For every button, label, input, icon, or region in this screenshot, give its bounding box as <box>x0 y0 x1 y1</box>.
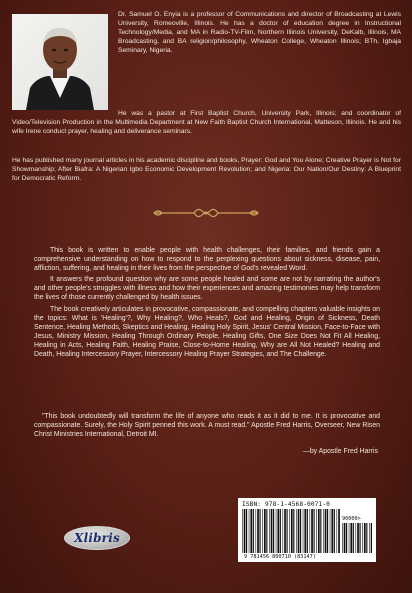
barcode-bar <box>323 509 324 553</box>
barcode-bar <box>307 509 308 553</box>
barcode-bar <box>296 509 297 553</box>
barcode-bar <box>246 509 247 553</box>
barcode-bar <box>262 509 263 553</box>
barcode-bar <box>350 523 352 553</box>
barcode-bar <box>344 523 346 553</box>
endorsement-quote: "This book undoubtedly will transform the life of anyone who reads it as it did to me. It is provocative and compassionate. Surely, the Holy Spirit penned this work. A must read." Apostle Fred Harris, Overseer, New Risen Christ Ministries International, Detroit MI. <box>34 413 380 439</box>
barcode-bar <box>242 509 243 553</box>
barcode-bar <box>300 509 301 553</box>
barcode-bar <box>289 509 290 553</box>
barcode-bar <box>330 509 331 553</box>
barcode-bar <box>253 509 254 553</box>
barcode-bar <box>349 523 350 553</box>
barcode-bar <box>271 509 273 553</box>
barcode-bar <box>331 509 333 553</box>
barcode-bar <box>283 509 284 553</box>
description-paragraph: It answers the profound question why are some people healed and some are not by narrating the author's and other people's struggles with illness and how their experiences and amazing testimonies may help transform the lives of those currently challenged by health issues. <box>34 276 380 302</box>
barcode-bar <box>249 509 250 553</box>
barcode-bar <box>357 523 359 553</box>
author-bio-pastor: He was a pastor at First Baptist Church, University Park, Illinois; and coordinator of Video/Television Production in the Multimedia Department at New Faith Baptist Church International, Matteson, Illinois. He and his wife Irene conduct prayer, healing and deliverance seminars. <box>12 110 401 135</box>
barcode-bar <box>244 509 246 553</box>
barcode-bar <box>284 509 286 553</box>
barcode-bar <box>314 509 315 553</box>
barcode-bar <box>356 523 357 553</box>
barcode-bar <box>303 509 304 553</box>
barcode-bar <box>334 509 335 553</box>
barcode-bar <box>318 509 320 553</box>
description-paragraph: This book is written to enable people with health challenges, their families, and friends gain a comprehensive understanding on how to respond to the perplexing questions about sickness, disease, pain, affliction, suffering, and healing in their lives from the perspective of God's revealed Word. <box>34 247 380 273</box>
barcode-bar <box>280 509 281 553</box>
barcode-bar <box>256 509 257 553</box>
author-bio-intro: Dr. Samuel O. Enyia is a professor of Communications and director of Broadcasting at Lewis University, Romeoville, Illinois. He has a doctor of education degree in Instructional Technology/Media, and MA in Radio-TV-Film, Northern Illinois University, DeKalb, Illinois, MA Broadcasting, and BA religion/philosophy, Wheaton College, Wheaton Illinois; BTh, Igbaja Seminary, Nigeria. <box>118 11 401 54</box>
barcode-digits: 9 781456 800710 (83147) <box>244 554 316 560</box>
barcode-bar <box>353 523 354 553</box>
barcode-bar <box>338 509 340 553</box>
description-paragraph: The book creatively articulates in provocative, compassionate, and compelling chapters valuable insights on the topics: What is 'Healing'?, Why Healing?, Who Heals?, God and Healing, Origin of Sickness, Death Sentence, Healing Methods, Skeptics and Healing, Healing Holy Spirit, Jesus' Central Mission, Face-to-Face with Jesus, Ministry Mission, Healing Through Ordinary People, Healing Gifts, One Size Does Not Fit All Healing, Healing in Acts, Healing Faith, Healing Praise, Close-to-Home Healing, Why are All Not Healed? Healing and Death, Healing Intercessory Prayer, Intercessory Healing Prayer Strategies, and The Challenge. <box>34 305 380 359</box>
barcode-bar <box>316 509 317 553</box>
flourish-divider-icon <box>150 206 262 220</box>
barcode-bar <box>371 523 372 553</box>
barcode-panel <box>238 498 376 562</box>
barcode-bar <box>342 523 343 553</box>
isbn-number: ISBN: 978-1-4568-0071-0 <box>242 501 330 508</box>
barcode-bar <box>257 509 259 553</box>
barcode-bar <box>304 509 306 553</box>
barcode-bars-icon <box>242 509 340 553</box>
barcode-bar <box>250 509 252 553</box>
author-bio-publications: He has published many journal articles in his academic discipline and books, Prayer: God and You Alone; Creative Prayer is Not for Showmanship; After Biafra: A Nigerian Igbo Economic Development Revolution; and Nigeria: Our Nation/Our Destiny: A Blueprint for Democratic Reform. <box>12 157 401 182</box>
author-photo <box>12 14 108 110</box>
publisher-logo <box>64 526 130 550</box>
barcode-addon-label: 90000> <box>342 516 361 522</box>
barcode-bar <box>277 509 279 553</box>
endorsement-attribution: —by Apostle Fred Harris <box>302 448 378 455</box>
barcode-bar <box>291 509 293 553</box>
barcode-bar <box>369 523 370 553</box>
barcode-bar <box>311 509 313 553</box>
barcode-bar <box>346 523 347 553</box>
barcode-bar <box>360 523 361 553</box>
barcode-bar <box>366 523 367 553</box>
barcode-bar <box>293 509 294 553</box>
barcode-bar <box>266 509 267 553</box>
barcode-bar <box>327 509 328 553</box>
book-description <box>34 246 380 361</box>
barcode-bar <box>310 509 311 553</box>
barcode-bar <box>325 509 327 553</box>
barcode-bar <box>364 523 366 553</box>
barcode-bar <box>320 509 321 553</box>
barcode-bar <box>264 509 266 553</box>
barcode-bar <box>337 509 338 553</box>
barcode-bar <box>362 523 363 553</box>
barcode-bar <box>269 509 270 553</box>
barcode-bar <box>273 509 274 553</box>
barcode-bar <box>287 509 288 553</box>
barcode-bar <box>298 509 300 553</box>
barcode-addon-bars-icon <box>342 523 372 553</box>
barcode-bar <box>276 509 277 553</box>
publisher-logo-text: Xlibris <box>74 531 120 545</box>
barcode-bar <box>260 509 261 553</box>
author-portrait-icon <box>12 14 108 110</box>
